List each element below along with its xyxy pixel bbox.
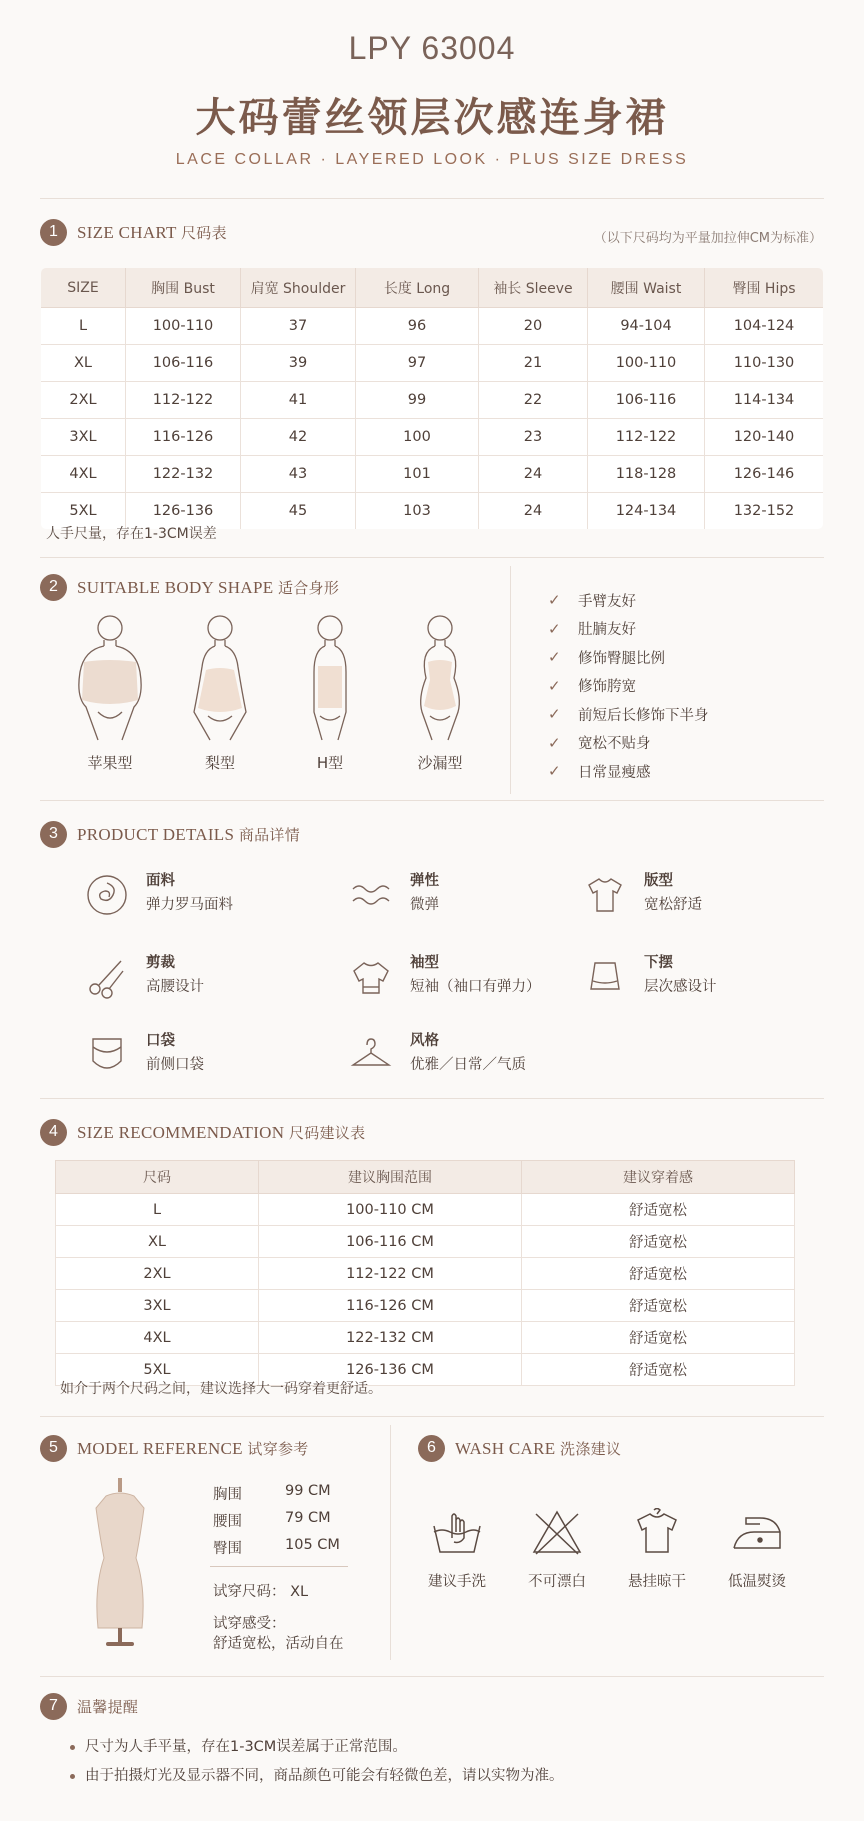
table-cell: 96 bbox=[356, 308, 479, 345]
detail-key: 面料 bbox=[146, 873, 175, 889]
mannequin bbox=[80, 1478, 160, 1654]
hourglass-body-icon bbox=[400, 612, 480, 742]
table-cell: 97 bbox=[356, 345, 479, 382]
detail-value: 前侧口袋 bbox=[146, 1057, 204, 1073]
divider bbox=[210, 1566, 348, 1567]
body-shape-h bbox=[290, 612, 370, 773]
table-cell: L bbox=[56, 1194, 259, 1226]
column-header: 肩宽 Shoulder bbox=[241, 268, 356, 308]
body-shape-apple bbox=[70, 612, 150, 773]
product-subtitle: LACE COLLAR · LAYERED LOOK · PLUS SIZE DRESS bbox=[175, 151, 689, 168]
table-row bbox=[56, 1258, 795, 1290]
section-header-body-shape bbox=[40, 573, 339, 601]
check-item: ✓ 日常显瘦感 bbox=[548, 762, 651, 781]
table-cell: 舒适宽松 bbox=[522, 1226, 795, 1258]
column-header: 建议穿着感 bbox=[522, 1161, 795, 1194]
table-cell: 132-152 bbox=[705, 493, 824, 530]
detail-value: 优雅／日常／气质 bbox=[410, 1057, 526, 1073]
sleeve-shirt-icon bbox=[349, 955, 393, 999]
divider bbox=[40, 1676, 824, 1677]
table-cell: 2XL bbox=[41, 382, 126, 419]
wash-item bbox=[507, 1508, 607, 1591]
product-title: 大码蕾丝领层次感连身裙 bbox=[195, 94, 669, 141]
table-cell: 100-110 bbox=[126, 308, 241, 345]
section-title-en: SIZE CHART bbox=[77, 222, 177, 242]
divider bbox=[40, 1416, 824, 1417]
table-cell: 126-146 bbox=[705, 456, 824, 493]
size-chart-footnote: 人手尺量，存在1-3CM误差 bbox=[46, 526, 217, 542]
table-cell: 舒适宽松 bbox=[522, 1322, 795, 1354]
detail-value: 层次感设计 bbox=[644, 979, 717, 995]
detail-key: 版型 bbox=[644, 873, 673, 889]
check-item: ✓ 宽松不贴身 bbox=[548, 733, 651, 753]
column-header: SIZE bbox=[41, 268, 126, 308]
table-cell: 舒适宽松 bbox=[522, 1354, 795, 1386]
product-code: LPY 63004 bbox=[348, 30, 516, 66]
hand-wash-icon bbox=[430, 1508, 484, 1556]
divider bbox=[40, 198, 824, 199]
column-header: 长度 Long bbox=[356, 268, 479, 308]
section-title-cn: 适合身形 bbox=[277, 578, 340, 597]
detail-elasticity bbox=[346, 870, 439, 920]
table-cell: 114-134 bbox=[705, 382, 824, 419]
table-cell: 舒适宽松 bbox=[522, 1290, 795, 1322]
check-icon: ✓ bbox=[548, 705, 561, 724]
section-header-details bbox=[40, 820, 300, 848]
model-measure-row: 腰围 79 CM bbox=[213, 1510, 331, 1530]
skirt-icon bbox=[583, 955, 627, 999]
section-title-cn: 洗涤建议 bbox=[560, 1439, 622, 1458]
body-shape-label: 梨型 bbox=[204, 754, 235, 772]
section-number: 7 bbox=[40, 1693, 67, 1720]
tip-item: 尺寸为人手平量，存在1-3CM误差属于正常范围。 bbox=[70, 1735, 407, 1756]
table-row bbox=[41, 382, 824, 419]
check-icon: ✓ bbox=[548, 591, 561, 610]
detail-fit bbox=[580, 870, 702, 920]
divider bbox=[390, 1425, 391, 1660]
detail-value: 弹力罗马面料 bbox=[146, 897, 233, 913]
detail-cut bbox=[82, 952, 204, 1002]
table-cell: 100-110 CM bbox=[259, 1194, 522, 1226]
check-icon: ✓ bbox=[548, 762, 561, 781]
table-cell: 22 bbox=[479, 382, 588, 419]
table-cell: 43 bbox=[241, 456, 356, 493]
section-title-cn: 尺码建议表 bbox=[288, 1123, 366, 1142]
table-cell: 39 bbox=[241, 345, 356, 382]
recommendation-table bbox=[55, 1160, 795, 1386]
body-shape-label: 苹果型 bbox=[87, 754, 133, 772]
table-cell: 116-126 bbox=[126, 419, 241, 456]
table-cell: 106-116 bbox=[126, 345, 241, 382]
table-cell: 42 bbox=[241, 419, 356, 456]
model-measure-row: 臀围 105 CM bbox=[213, 1537, 340, 1557]
divider bbox=[40, 557, 824, 558]
check-icon: ✓ bbox=[548, 619, 561, 638]
table-header-row bbox=[56, 1161, 795, 1194]
detail-key: 弹性 bbox=[410, 873, 439, 889]
table-row bbox=[56, 1290, 795, 1322]
table-header-row bbox=[41, 268, 824, 308]
table-cell: 110-130 bbox=[705, 345, 824, 382]
table-cell: 100-110 bbox=[588, 345, 705, 382]
table-cell: 94-104 bbox=[588, 308, 705, 345]
section-header-recommendation bbox=[40, 1118, 365, 1146]
check-item: ✓ 修饰胯宽 bbox=[548, 676, 636, 696]
model-feel-label: 试穿感受： bbox=[213, 1616, 286, 1632]
section-title-en: MODEL REFERENCE bbox=[77, 1438, 243, 1458]
section-title-cn: 尺码表 bbox=[180, 223, 227, 242]
detail-value: 宽松舒适 bbox=[644, 897, 702, 913]
check-item: ✓ 手臂友好 bbox=[548, 591, 636, 610]
detail-value: 高腰设计 bbox=[146, 979, 204, 995]
model-feel-value: 舒适宽松，活动自在 bbox=[213, 1636, 344, 1652]
table-cell: 3XL bbox=[41, 419, 126, 456]
wash-item bbox=[407, 1508, 507, 1591]
section-number: 1 bbox=[40, 219, 67, 246]
table-cell: 120-140 bbox=[705, 419, 824, 456]
table-row bbox=[41, 419, 824, 456]
section-title-cn: 温馨提醒 bbox=[77, 1697, 139, 1716]
check-icon: ✓ bbox=[548, 676, 561, 695]
no-bleach-icon bbox=[530, 1508, 584, 1556]
detail-fabric bbox=[82, 870, 233, 920]
table-row bbox=[41, 345, 824, 382]
wash-label: 建议手洗 bbox=[428, 1574, 486, 1590]
check-item: ✓ 修饰臀腿比例 bbox=[548, 648, 665, 667]
table-row bbox=[41, 456, 824, 493]
section-title-en: WASH CARE bbox=[455, 1438, 556, 1458]
pocket-icon bbox=[85, 1033, 129, 1077]
table-cell: 舒适宽松 bbox=[522, 1194, 795, 1226]
section-title-en: SUITABLE BODY SHAPE bbox=[77, 577, 274, 597]
section-title-en: PRODUCT DETAILS bbox=[77, 824, 235, 844]
body-shape-checklist bbox=[548, 586, 709, 786]
table-cell: 3XL bbox=[56, 1290, 259, 1322]
table-row bbox=[41, 308, 824, 345]
divider bbox=[40, 800, 824, 801]
mannequin-icon bbox=[80, 1478, 160, 1650]
size-chart-table bbox=[40, 267, 824, 530]
low-iron-icon bbox=[730, 1508, 784, 1556]
table-cell: 101 bbox=[356, 456, 479, 493]
tshirt-icon bbox=[583, 873, 627, 917]
table-cell: 104-124 bbox=[705, 308, 824, 345]
table-cell: 112-122 bbox=[588, 419, 705, 456]
wash-label: 不可漂白 bbox=[528, 1574, 586, 1590]
table-cell: 106-116 bbox=[588, 382, 705, 419]
column-header: 建议胸围范围 bbox=[259, 1161, 522, 1194]
divider bbox=[510, 566, 511, 794]
wash-item bbox=[607, 1508, 707, 1591]
check-icon: ✓ bbox=[548, 648, 561, 667]
scissors-icon bbox=[85, 955, 129, 999]
table-cell: 112-122 CM bbox=[259, 1258, 522, 1290]
table-cell: XL bbox=[56, 1226, 259, 1258]
table-cell: 118-128 bbox=[588, 456, 705, 493]
detail-key: 袖型 bbox=[410, 955, 439, 971]
detail-sleeve bbox=[346, 952, 541, 1002]
check-item: ✓ 肚腩友好 bbox=[548, 619, 636, 639]
body-shape-pear bbox=[180, 612, 260, 773]
table-cell: 21 bbox=[479, 345, 588, 382]
table-cell: 5XL bbox=[41, 493, 126, 530]
wave-icon bbox=[349, 873, 393, 917]
hanger-icon bbox=[349, 1033, 393, 1077]
hang-dry-icon bbox=[630, 1508, 684, 1556]
table-cell: 116-126 CM bbox=[259, 1290, 522, 1322]
table-cell: 24 bbox=[479, 456, 588, 493]
fabric-swirl-icon bbox=[85, 873, 129, 917]
section-title-en: SIZE RECOMMENDATION bbox=[77, 1122, 285, 1142]
model-size: 试穿尺码： XL bbox=[213, 1584, 309, 1600]
table-cell: 106-116 CM bbox=[259, 1226, 522, 1258]
table-cell: 4XL bbox=[41, 456, 126, 493]
detail-value: 短袖（袖口有弹力） bbox=[410, 979, 541, 995]
check-item: ✓ 前短后长修饰下半身 bbox=[548, 705, 709, 724]
wash-item bbox=[707, 1508, 807, 1591]
table-cell: 124-134 bbox=[588, 493, 705, 530]
table-cell: 5XL bbox=[56, 1354, 259, 1386]
tip-item: 由于拍摄灯光及显示器不同，商品颜色可能会有轻微色差，请以实物为准。 bbox=[70, 1764, 564, 1785]
section-header-model bbox=[40, 1434, 309, 1462]
detail-key: 口袋 bbox=[146, 1033, 175, 1049]
detail-pocket bbox=[82, 1030, 204, 1080]
table-row bbox=[56, 1226, 795, 1258]
wash-label: 低温熨烫 bbox=[728, 1574, 786, 1590]
detail-key: 下摆 bbox=[644, 955, 673, 971]
table-cell: 24 bbox=[479, 493, 588, 530]
detail-key: 剪裁 bbox=[146, 955, 175, 971]
table-cell: XL bbox=[41, 345, 126, 382]
table-cell: 126-136 CM bbox=[259, 1354, 522, 1386]
table-cell: 100 bbox=[356, 419, 479, 456]
section-header-wash bbox=[418, 1434, 621, 1462]
section-number: 6 bbox=[418, 1435, 445, 1462]
table-cell: 122-132 CM bbox=[259, 1322, 522, 1354]
body-shape-label: H型 bbox=[316, 754, 344, 772]
table-cell: 2XL bbox=[56, 1258, 259, 1290]
table-cell: 99 bbox=[356, 382, 479, 419]
table-cell: L bbox=[41, 308, 126, 345]
table-cell: 20 bbox=[479, 308, 588, 345]
bullet-icon bbox=[70, 1774, 75, 1779]
column-header: 腰围 Waist bbox=[588, 268, 705, 308]
table-cell: 126-136 bbox=[126, 493, 241, 530]
section-title-cn: 商品详情 bbox=[238, 825, 301, 844]
table-cell: 112-122 bbox=[126, 382, 241, 419]
table-cell: 41 bbox=[241, 382, 356, 419]
column-header: 胸围 Bust bbox=[126, 268, 241, 308]
pear-body-icon bbox=[180, 612, 260, 742]
model-measure-row: 胸围 99 CM bbox=[213, 1483, 331, 1503]
table-cell: 45 bbox=[241, 493, 356, 530]
apple-body-icon bbox=[70, 612, 150, 742]
section-title-cn: 试穿参考 bbox=[247, 1439, 309, 1458]
table-cell: 103 bbox=[356, 493, 479, 530]
section-number: 2 bbox=[40, 574, 67, 601]
recommendation-footnote: 如介于两个尺码之间，建议选择大一码穿着更舒适。 bbox=[60, 1381, 382, 1397]
body-shape-hourglass bbox=[400, 612, 480, 773]
table-cell: 37 bbox=[241, 308, 356, 345]
section-number: 3 bbox=[40, 821, 67, 848]
column-header: 尺码 bbox=[56, 1161, 259, 1194]
h-body-icon bbox=[290, 612, 370, 742]
section-header-tips bbox=[40, 1692, 138, 1720]
column-header: 袖长 Sleeve bbox=[479, 268, 588, 308]
detail-style bbox=[346, 1030, 526, 1080]
wash-label: 悬挂晾干 bbox=[628, 1574, 686, 1590]
table-row bbox=[56, 1194, 795, 1226]
detail-value: 微弹 bbox=[410, 897, 439, 913]
bullet-icon bbox=[70, 1745, 75, 1750]
table-cell: 122-132 bbox=[126, 456, 241, 493]
table-cell: 4XL bbox=[56, 1322, 259, 1354]
section-header-size-chart bbox=[40, 218, 227, 246]
size-chart-note: （以下尺码均为平量加拉伸CM为标准） bbox=[593, 231, 822, 246]
table-row bbox=[56, 1322, 795, 1354]
section-number: 4 bbox=[40, 1119, 67, 1146]
column-header: 臀围 Hips bbox=[705, 268, 824, 308]
table-cell: 舒适宽松 bbox=[522, 1258, 795, 1290]
section-number: 5 bbox=[40, 1435, 67, 1462]
table-cell: 23 bbox=[479, 419, 588, 456]
detail-key: 风格 bbox=[410, 1033, 439, 1049]
body-shape-label: 沙漏型 bbox=[417, 754, 463, 772]
check-icon: ✓ bbox=[548, 733, 561, 752]
divider bbox=[40, 1098, 824, 1099]
detail-hem bbox=[580, 952, 717, 1002]
